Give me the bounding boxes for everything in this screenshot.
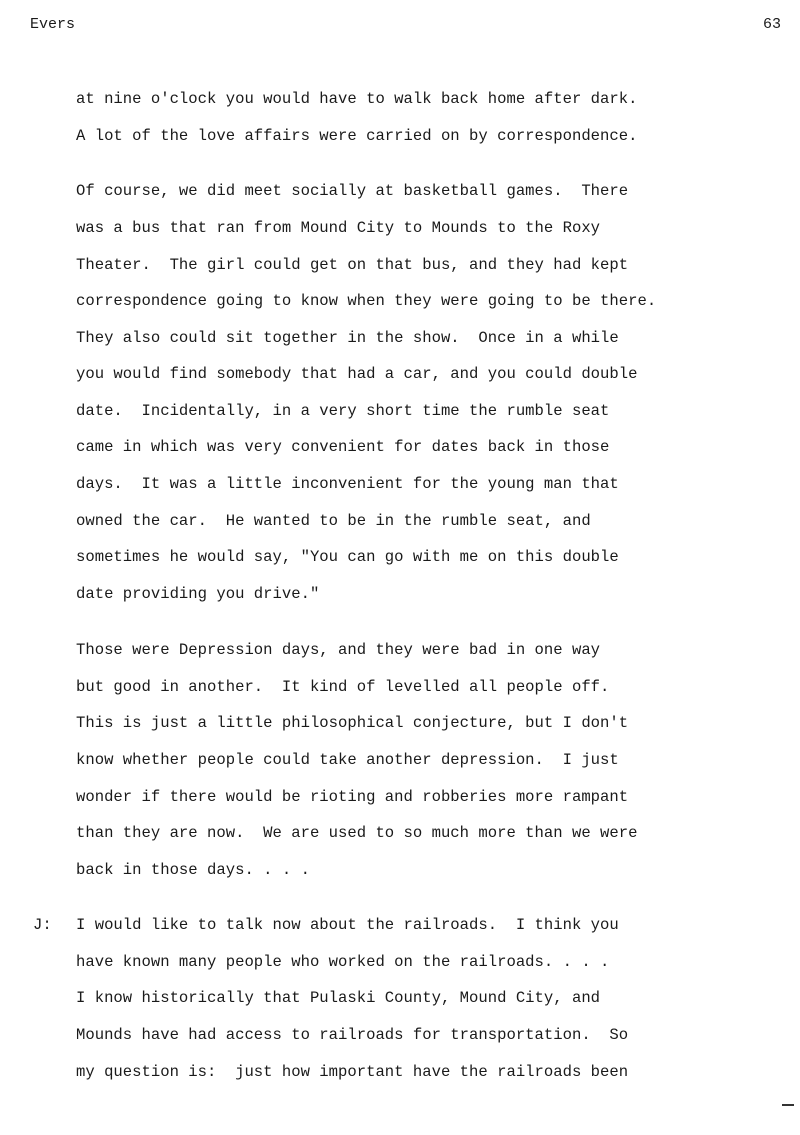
text-line: you would find somebody that had a car, and you could double: [76, 365, 638, 383]
text-line: sometimes he would say, "You can go with me on this double: [76, 548, 619, 566]
header-interviewee-name: Evers: [30, 16, 76, 33]
text-line: owned the car. He wanted to be in the rumble seat, and: [76, 512, 591, 530]
text-line: was a bus that ran from Mound City to Mounds to the Roxy: [76, 219, 601, 237]
text-line: wonder if there would be rioting and robberies more rampant: [76, 788, 629, 806]
text-line: at nine o'clock you would have to walk back home after dark.: [76, 90, 638, 108]
text-line: have known many people who worked on the railroads. . . .: [76, 953, 610, 971]
text-line: my question is: just how important have the railroads been: [76, 1063, 629, 1081]
text-line: I know historically that Pulaski County, Mound City, and: [76, 989, 601, 1007]
text-line: Theater. The girl could get on that bus, and they had kept: [76, 256, 629, 274]
text-line: correspondence going to know when they were going to be there.: [76, 292, 657, 310]
text-line: They also could sit together in the show. Once in a while: [76, 329, 619, 347]
text-line: but good in another. It kind of levelled all people off.: [76, 678, 610, 696]
text-line: Those were Depression days, and they were bad in one way: [76, 641, 601, 659]
text-line: came in which was very convenient for dates back in those: [76, 438, 610, 456]
page-number: 63: [762, 16, 781, 33]
text-line: than they are now. We are used to so much more than we were: [76, 824, 638, 842]
scan-edge-mark: [782, 1104, 794, 1106]
text-line: I would like to talk now about the railroads. I think you: [76, 916, 619, 934]
text-line: days. It was a little inconvenient for the young man that: [76, 475, 619, 493]
text-line: date providing you drive.": [76, 585, 320, 603]
text-line: date. Incidentally, in a very short time the rumble seat: [76, 402, 610, 420]
text-line: Mounds have had access to railroads for transportation. So: [76, 1026, 629, 1044]
text-line: A lot of the love affairs were carried on by correspondence.: [76, 127, 638, 145]
text-line: back in those days. . . .: [76, 861, 310, 879]
text-line: This is just a little philosophical conjecture, but I don't: [76, 714, 629, 732]
text-line: Of course, we did meet socially at basketball games. There: [76, 182, 629, 200]
speaker-label: J:: [33, 916, 52, 934]
text-line: know whether people could take another depression. I just: [76, 751, 619, 769]
